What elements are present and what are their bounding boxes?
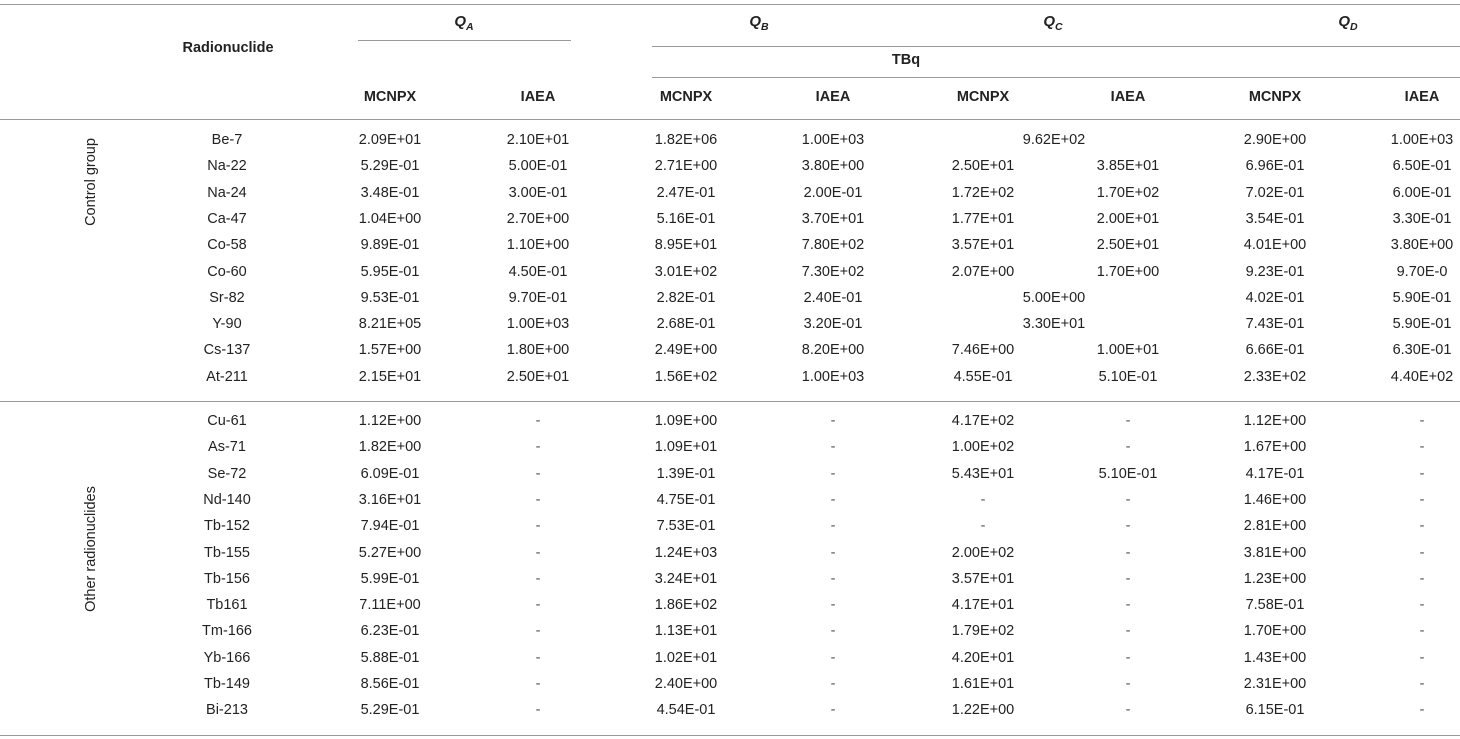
table-cell-qa-mcnpx: 5.99E-01 xyxy=(360,570,420,587)
table-cell-qa-iaea: 2.10E+01 xyxy=(506,132,570,148)
table-cell-qb-iaea: 3.20E-01 xyxy=(803,316,863,333)
table-cell-qa-mcnpx: 6.23E-01 xyxy=(360,623,420,640)
table-cell-qc-mcnpx: 4.20E+01 xyxy=(951,649,1015,666)
table-cell-qb-mcnpx: 3.24E+01 xyxy=(654,570,718,587)
table-cell-qc-mcnpx: 4.17E+02 xyxy=(951,413,1015,429)
table-cell-qd-iaea: - xyxy=(1419,413,1425,429)
table-cell-nuclide: At-211 xyxy=(206,368,248,385)
table-cell-qd-mcnpx: 3.81E+00 xyxy=(1243,544,1307,561)
table-cell-qa-mcnpx: 5.29E-01 xyxy=(360,702,420,719)
table-cell-qb-iaea: 2.40E-01 xyxy=(803,289,863,306)
table-cell-nuclide: Tm-166 xyxy=(202,623,252,640)
table-cell-qa-iaea: 2.50E+01 xyxy=(506,368,570,385)
table-cell-qd-iaea: - xyxy=(1419,439,1425,456)
table-cell-qa-mcnpx: 3.48E-01 xyxy=(360,184,420,201)
table-cell-qb-iaea: 3.70E+01 xyxy=(801,210,865,227)
table-cell-nuclide: Cu-61 xyxy=(207,413,247,429)
table-cell-qb-iaea: 1.00E+03 xyxy=(801,368,865,385)
table-cell-qd-iaea: - xyxy=(1419,570,1425,587)
table-cell-qd-mcnpx: 7.02E-01 xyxy=(1245,184,1305,201)
table-cell-qb-mcnpx: 1.82E+06 xyxy=(654,132,718,148)
table-cell-qa-mcnpx: 1.82E+00 xyxy=(358,439,422,456)
table-cell-qd-mcnpx: 1.43E+00 xyxy=(1243,649,1307,666)
table-cell-qa-iaea: 9.70E-01 xyxy=(508,289,568,306)
table-cell-qb-iaea: - xyxy=(830,702,836,719)
table-cell-qd-iaea: 3.30E-01 xyxy=(1392,210,1452,227)
table-cell-qc-iaea: - xyxy=(1125,544,1131,561)
table-cell-qa-iaea: 1.00E+03 xyxy=(506,316,570,333)
table-cell-qa-mcnpx: 2.15E+01 xyxy=(358,368,422,385)
table-cell-qc-mcnpx: 5.43E+01 xyxy=(951,465,1015,482)
table-cell-qb-iaea: - xyxy=(830,649,836,666)
table-cell-nuclide: Tb-156 xyxy=(204,570,250,587)
table-cell-qb-iaea: - xyxy=(830,439,836,456)
table-cell-qc-merged: 5.00E+00 xyxy=(1022,289,1086,306)
table-cell-qa-iaea: 1.80E+00 xyxy=(506,342,570,359)
table-cell-qb-mcnpx: 2.49E+00 xyxy=(654,342,718,359)
table-cell-qb-iaea: 3.80E+00 xyxy=(801,158,865,175)
table-cell-qc-iaea: 5.10E-01 xyxy=(1098,368,1158,385)
qb-header: $Q_B$ xyxy=(749,13,769,33)
table-cell-qd-iaea: - xyxy=(1419,676,1425,692)
table-cell-qb-mcnpx: 1.09E+01 xyxy=(654,439,718,456)
table-cell-nuclide: Co-60 xyxy=(207,263,247,280)
table-cell-qb-mcnpx: 5.16E-01 xyxy=(656,210,716,227)
table-cell-qa-iaea: - xyxy=(535,676,541,692)
unit-header-tbq: TBq xyxy=(891,52,921,68)
table-cell-qd-mcnpx: 1.12E+00 xyxy=(1243,413,1307,429)
table-cell-qa-mcnpx: 2.09E+01 xyxy=(358,132,422,148)
table-cell-nuclide: Nd-140 xyxy=(203,491,251,508)
table-cell-nuclide: Tb-152 xyxy=(204,518,250,535)
table-cell-qa-iaea: - xyxy=(535,623,541,640)
table-cell-qa-iaea: 4.50E-01 xyxy=(508,263,568,280)
table-cell-qa-mcnpx: 5.29E-01 xyxy=(360,158,420,175)
table-cell-qa-mcnpx: 3.16E+01 xyxy=(358,491,422,508)
table-cell-nuclide: Co-58 xyxy=(207,237,247,254)
table-cell-qa-iaea: - xyxy=(535,649,541,666)
table-cell-qb-iaea: 2.00E-01 xyxy=(803,184,863,201)
table-cell-qd-mcnpx: 2.31E+00 xyxy=(1243,676,1307,692)
table-cell-qc-mcnpx: 2.50E+01 xyxy=(951,158,1015,175)
table-cell-qb-mcnpx: 4.75E-01 xyxy=(656,491,716,508)
table-cell-qd-iaea: - xyxy=(1419,544,1425,561)
table-cell-qa-mcnpx: 1.04E+00 xyxy=(358,210,422,227)
table-cell-qb-mcnpx: 1.39E-01 xyxy=(656,465,716,482)
table-cell-qc-mcnpx: 2.07E+00 xyxy=(951,263,1015,280)
table-cell-qb-mcnpx: 3.01E+02 xyxy=(654,263,718,280)
table-cell-qa-iaea: - xyxy=(535,491,541,508)
table-cell-qa-iaea: - xyxy=(535,518,541,535)
table-cell-qd-iaea: 5.90E-01 xyxy=(1392,316,1452,333)
table-cell-qc-mcnpx: 3.57E+01 xyxy=(951,237,1015,254)
table-cell-qd-iaea: 5.90E-01 xyxy=(1392,289,1452,306)
table-cell-qc-mcnpx: 1.61E+01 xyxy=(951,676,1015,692)
table-cell-qd-iaea: - xyxy=(1419,702,1425,719)
table-cell-qb-iaea: - xyxy=(830,491,836,508)
table-cell-nuclide: Y-90 xyxy=(212,316,242,333)
qa-iaea-header: IAEA xyxy=(520,89,556,105)
table-cell-qa-iaea: - xyxy=(535,570,541,587)
table-cell-qa-mcnpx: 1.12E+00 xyxy=(358,413,422,429)
table-cell-qc-mcnpx: 1.22E+00 xyxy=(951,702,1015,719)
group-label-other: Other radionuclides xyxy=(83,486,99,612)
table-cell-qb-mcnpx: 1.02E+01 xyxy=(654,649,718,666)
table-cell-qc-mcnpx: - xyxy=(980,518,986,535)
table-cell-qc-mcnpx: 1.00E+02 xyxy=(951,439,1015,456)
table-cell-qc-iaea: 1.70E+00 xyxy=(1096,263,1160,280)
table-cell-qb-mcnpx: 1.13E+01 xyxy=(654,623,718,640)
table-cell-nuclide: Tb161 xyxy=(206,597,248,614)
table-cell-qa-mcnpx: 5.88E-01 xyxy=(360,649,420,666)
table-cell-qb-mcnpx: 7.53E-01 xyxy=(656,518,716,535)
table-cell-qc-mcnpx: 1.77E+01 xyxy=(951,210,1015,227)
table-cell-qd-mcnpx: 6.96E-01 xyxy=(1245,158,1305,175)
table-cell-qd-iaea: 6.50E-01 xyxy=(1392,158,1452,175)
header-bottom-rule xyxy=(0,119,1460,120)
table-cell-qd-iaea: 1.00E+03 xyxy=(1390,132,1454,148)
table-cell-qd-mcnpx: 1.46E+00 xyxy=(1243,491,1307,508)
table-cell-qa-mcnpx: 1.57E+00 xyxy=(358,342,422,359)
table-cell-nuclide: Tb-149 xyxy=(204,676,250,692)
table-cell-qd-mcnpx: 9.23E-01 xyxy=(1245,263,1305,280)
table-cell-nuclide: Sr-82 xyxy=(209,289,245,306)
table-cell-qa-mcnpx: 8.56E-01 xyxy=(360,676,420,692)
table-cell-qb-mcnpx: 8.95E+01 xyxy=(654,237,718,254)
qbcd-underline xyxy=(652,46,1460,47)
table-cell-nuclide: Yb-166 xyxy=(203,649,251,666)
table-cell-qd-iaea: 6.30E-01 xyxy=(1392,342,1452,359)
table-cell-qc-iaea: 1.00E+01 xyxy=(1096,342,1160,359)
table-cell-qb-mcnpx: 1.56E+02 xyxy=(654,368,718,385)
radionuclide-header: Radionuclide xyxy=(182,40,274,56)
table-cell-qb-iaea: 7.30E+02 xyxy=(801,263,865,280)
table-cell-qd-mcnpx: 6.66E-01 xyxy=(1245,342,1305,359)
table-cell-qa-iaea: 2.70E+00 xyxy=(506,210,570,227)
table-cell-qd-iaea: - xyxy=(1419,597,1425,614)
table-cell-qc-iaea: 2.00E+01 xyxy=(1096,210,1160,227)
table-cell-qd-mcnpx: 6.15E-01 xyxy=(1245,702,1305,719)
table-cell-qd-iaea: 4.40E+02 xyxy=(1390,368,1454,385)
table-cell-qb-iaea: 1.00E+03 xyxy=(801,132,865,148)
table-cell-qb-iaea: - xyxy=(830,413,836,429)
table-cell-nuclide: Ca-47 xyxy=(207,210,247,227)
qd-mcnpx-header: MCNPX xyxy=(1248,89,1302,105)
table-cell-qa-iaea: - xyxy=(535,439,541,456)
table-cell-qa-iaea: - xyxy=(535,465,541,482)
qb-iaea-header: IAEA xyxy=(815,89,851,105)
table-cell-qa-iaea: - xyxy=(535,702,541,719)
table-cell-qc-iaea: - xyxy=(1125,597,1131,614)
table-cell-qc-mcnpx: 1.79E+02 xyxy=(951,623,1015,640)
table-cell-qa-iaea: 1.10E+00 xyxy=(506,237,570,254)
table-cell-qa-mcnpx: 8.21E+05 xyxy=(358,316,422,333)
table-top-rule xyxy=(0,4,1460,5)
table-cell-qd-iaea: 9.70E-0 xyxy=(1396,263,1448,280)
table-cell-qc-mcnpx: 2.00E+02 xyxy=(951,544,1015,561)
table-cell-qc-mcnpx: 4.55E-01 xyxy=(953,368,1013,385)
table-cell-qb-iaea: 8.20E+00 xyxy=(801,342,865,359)
table-cell-qb-iaea: - xyxy=(830,676,836,692)
table-cell-qa-iaea: - xyxy=(535,413,541,429)
qa-underline xyxy=(358,40,571,41)
table-cell-qd-mcnpx: 3.54E-01 xyxy=(1245,210,1305,227)
table-cell-qd-mcnpx: 7.43E-01 xyxy=(1245,316,1305,333)
table-cell-qd-iaea: 6.00E-01 xyxy=(1392,184,1452,201)
table-cell-qc-iaea: - xyxy=(1125,649,1131,666)
table-cell-qa-iaea: 5.00E-01 xyxy=(508,158,568,175)
table-cell-qa-mcnpx: 7.11E+00 xyxy=(359,597,421,614)
table-cell-qb-mcnpx: 2.82E-01 xyxy=(656,289,716,306)
qc-iaea-header: IAEA xyxy=(1110,89,1146,105)
table-cell-qb-mcnpx: 2.68E-01 xyxy=(656,316,716,333)
table-cell-nuclide: As-71 xyxy=(208,439,246,456)
table-cell-qd-mcnpx: 1.23E+00 xyxy=(1243,570,1307,587)
table-cell-qc-iaea: - xyxy=(1125,676,1131,692)
table-cell-qc-mcnpx: 3.57E+01 xyxy=(951,570,1015,587)
table-cell-qc-mcnpx: - xyxy=(980,491,986,508)
table-cell-qa-iaea: 3.00E-01 xyxy=(508,184,568,201)
tbq-underline xyxy=(652,77,1460,78)
table-cell-qc-iaea: 2.50E+01 xyxy=(1096,237,1160,254)
table-cell-qd-mcnpx: 4.17E-01 xyxy=(1245,465,1305,482)
group-label-control: Control group xyxy=(83,138,99,226)
table-cell-qd-iaea: - xyxy=(1419,649,1425,666)
table-cell-nuclide: Na-22 xyxy=(207,158,247,175)
table-cell-qb-iaea: - xyxy=(830,623,836,640)
table-cell-qa-iaea: - xyxy=(535,597,541,614)
table-cell-qb-mcnpx: 2.40E+00 xyxy=(654,676,718,692)
table-cell-qd-mcnpx: 1.67E+00 xyxy=(1243,439,1307,456)
table-cell-qc-iaea: - xyxy=(1125,491,1131,508)
table-cell-qb-mcnpx: 2.47E-01 xyxy=(656,184,716,201)
qa-mcnpx-header: MCNPX xyxy=(363,89,417,105)
table-cell-qc-iaea: - xyxy=(1125,702,1131,719)
table-cell-qd-mcnpx: 1.70E+00 xyxy=(1243,623,1307,640)
table-cell-qb-iaea: - xyxy=(830,570,836,587)
table-cell-qd-iaea: - xyxy=(1419,518,1425,535)
table-cell-qc-iaea: - xyxy=(1125,439,1131,456)
table-cell-qc-merged: 9.62E+02 xyxy=(1022,132,1086,148)
qd-header: $Q_D$ xyxy=(1338,13,1358,33)
qd-iaea-header: IAEA xyxy=(1404,89,1440,105)
table-cell-qd-mcnpx: 2.81E+00 xyxy=(1243,518,1307,535)
table-cell-nuclide: Se-72 xyxy=(207,465,247,482)
table-cell-nuclide: Bi-213 xyxy=(206,702,248,719)
table-cell-qc-iaea: - xyxy=(1125,623,1131,640)
qc-header: $Q_C$ xyxy=(1043,13,1063,33)
table-cell-qd-mcnpx: 4.02E-01 xyxy=(1245,289,1305,306)
table-cell-qb-mcnpx: 1.09E+00 xyxy=(654,413,718,429)
table-cell-qa-mcnpx: 6.09E-01 xyxy=(360,465,420,482)
table-cell-qa-mcnpx: 5.27E+00 xyxy=(358,544,422,561)
table-bottom-rule xyxy=(0,735,1460,736)
table-cell-nuclide: Cs-137 xyxy=(203,342,251,359)
table-cell-qd-iaea: - xyxy=(1419,465,1425,482)
table-cell-qc-merged: 3.30E+01 xyxy=(1022,316,1086,333)
table-cell-qd-iaea: - xyxy=(1419,491,1425,508)
table-cell-qc-mcnpx: 7.46E+00 xyxy=(951,342,1015,359)
table-cell-qa-iaea: - xyxy=(535,544,541,561)
table-cell-qc-iaea: 1.70E+02 xyxy=(1096,184,1160,201)
table-cell-qb-mcnpx: 2.71E+00 xyxy=(654,158,718,175)
table-cell-qc-iaea: 3.85E+01 xyxy=(1096,158,1160,175)
table-cell-qb-mcnpx: 1.86E+02 xyxy=(654,597,718,614)
table-cell-qc-iaea: - xyxy=(1125,570,1131,587)
table-cell-qa-mcnpx: 5.95E-01 xyxy=(360,263,420,280)
qa-header: $Q_A$ xyxy=(454,13,474,33)
table-cell-qb-iaea: - xyxy=(830,597,836,614)
table-cell-qb-iaea: - xyxy=(830,465,836,482)
table-cell-qb-iaea: 7.80E+02 xyxy=(801,237,865,254)
table-cell-qb-mcnpx: 4.54E-01 xyxy=(656,702,716,719)
table-cell-nuclide: Na-24 xyxy=(207,184,247,201)
table-cell-qd-mcnpx: 7.58E-01 xyxy=(1245,597,1305,614)
group-separator-rule xyxy=(0,401,1460,402)
table-cell-qd-iaea: - xyxy=(1419,623,1425,640)
table-cell-qc-mcnpx: 1.72E+02 xyxy=(951,184,1015,201)
table-cell-nuclide: Be-7 xyxy=(211,132,243,148)
table-cell-qd-mcnpx: 4.01E+00 xyxy=(1243,237,1307,254)
table-cell-qa-mcnpx: 9.89E-01 xyxy=(360,237,420,254)
table-cell-nuclide: Tb-155 xyxy=(204,544,250,561)
table-cell-qc-iaea: 5.10E-01 xyxy=(1098,465,1158,482)
table-cell-qc-iaea: - xyxy=(1125,518,1131,535)
table-cell-qa-mcnpx: 9.53E-01 xyxy=(360,289,420,306)
table-cell-qb-iaea: - xyxy=(830,544,836,561)
table-cell-qd-iaea: 3.80E+00 xyxy=(1390,237,1454,254)
table-cell-qd-mcnpx: 2.33E+02 xyxy=(1243,368,1307,385)
qb-mcnpx-header: MCNPX xyxy=(659,89,713,105)
table-cell-qa-mcnpx: 7.94E-01 xyxy=(360,518,420,535)
table-cell-qb-iaea: - xyxy=(830,518,836,535)
qc-mcnpx-header: MCNPX xyxy=(956,89,1010,105)
table-cell-qc-mcnpx: 4.17E+01 xyxy=(951,597,1015,614)
table-cell-qd-mcnpx: 2.90E+00 xyxy=(1243,132,1307,148)
table-cell-qc-iaea: - xyxy=(1125,413,1131,429)
table-cell-qb-mcnpx: 1.24E+03 xyxy=(654,544,718,561)
